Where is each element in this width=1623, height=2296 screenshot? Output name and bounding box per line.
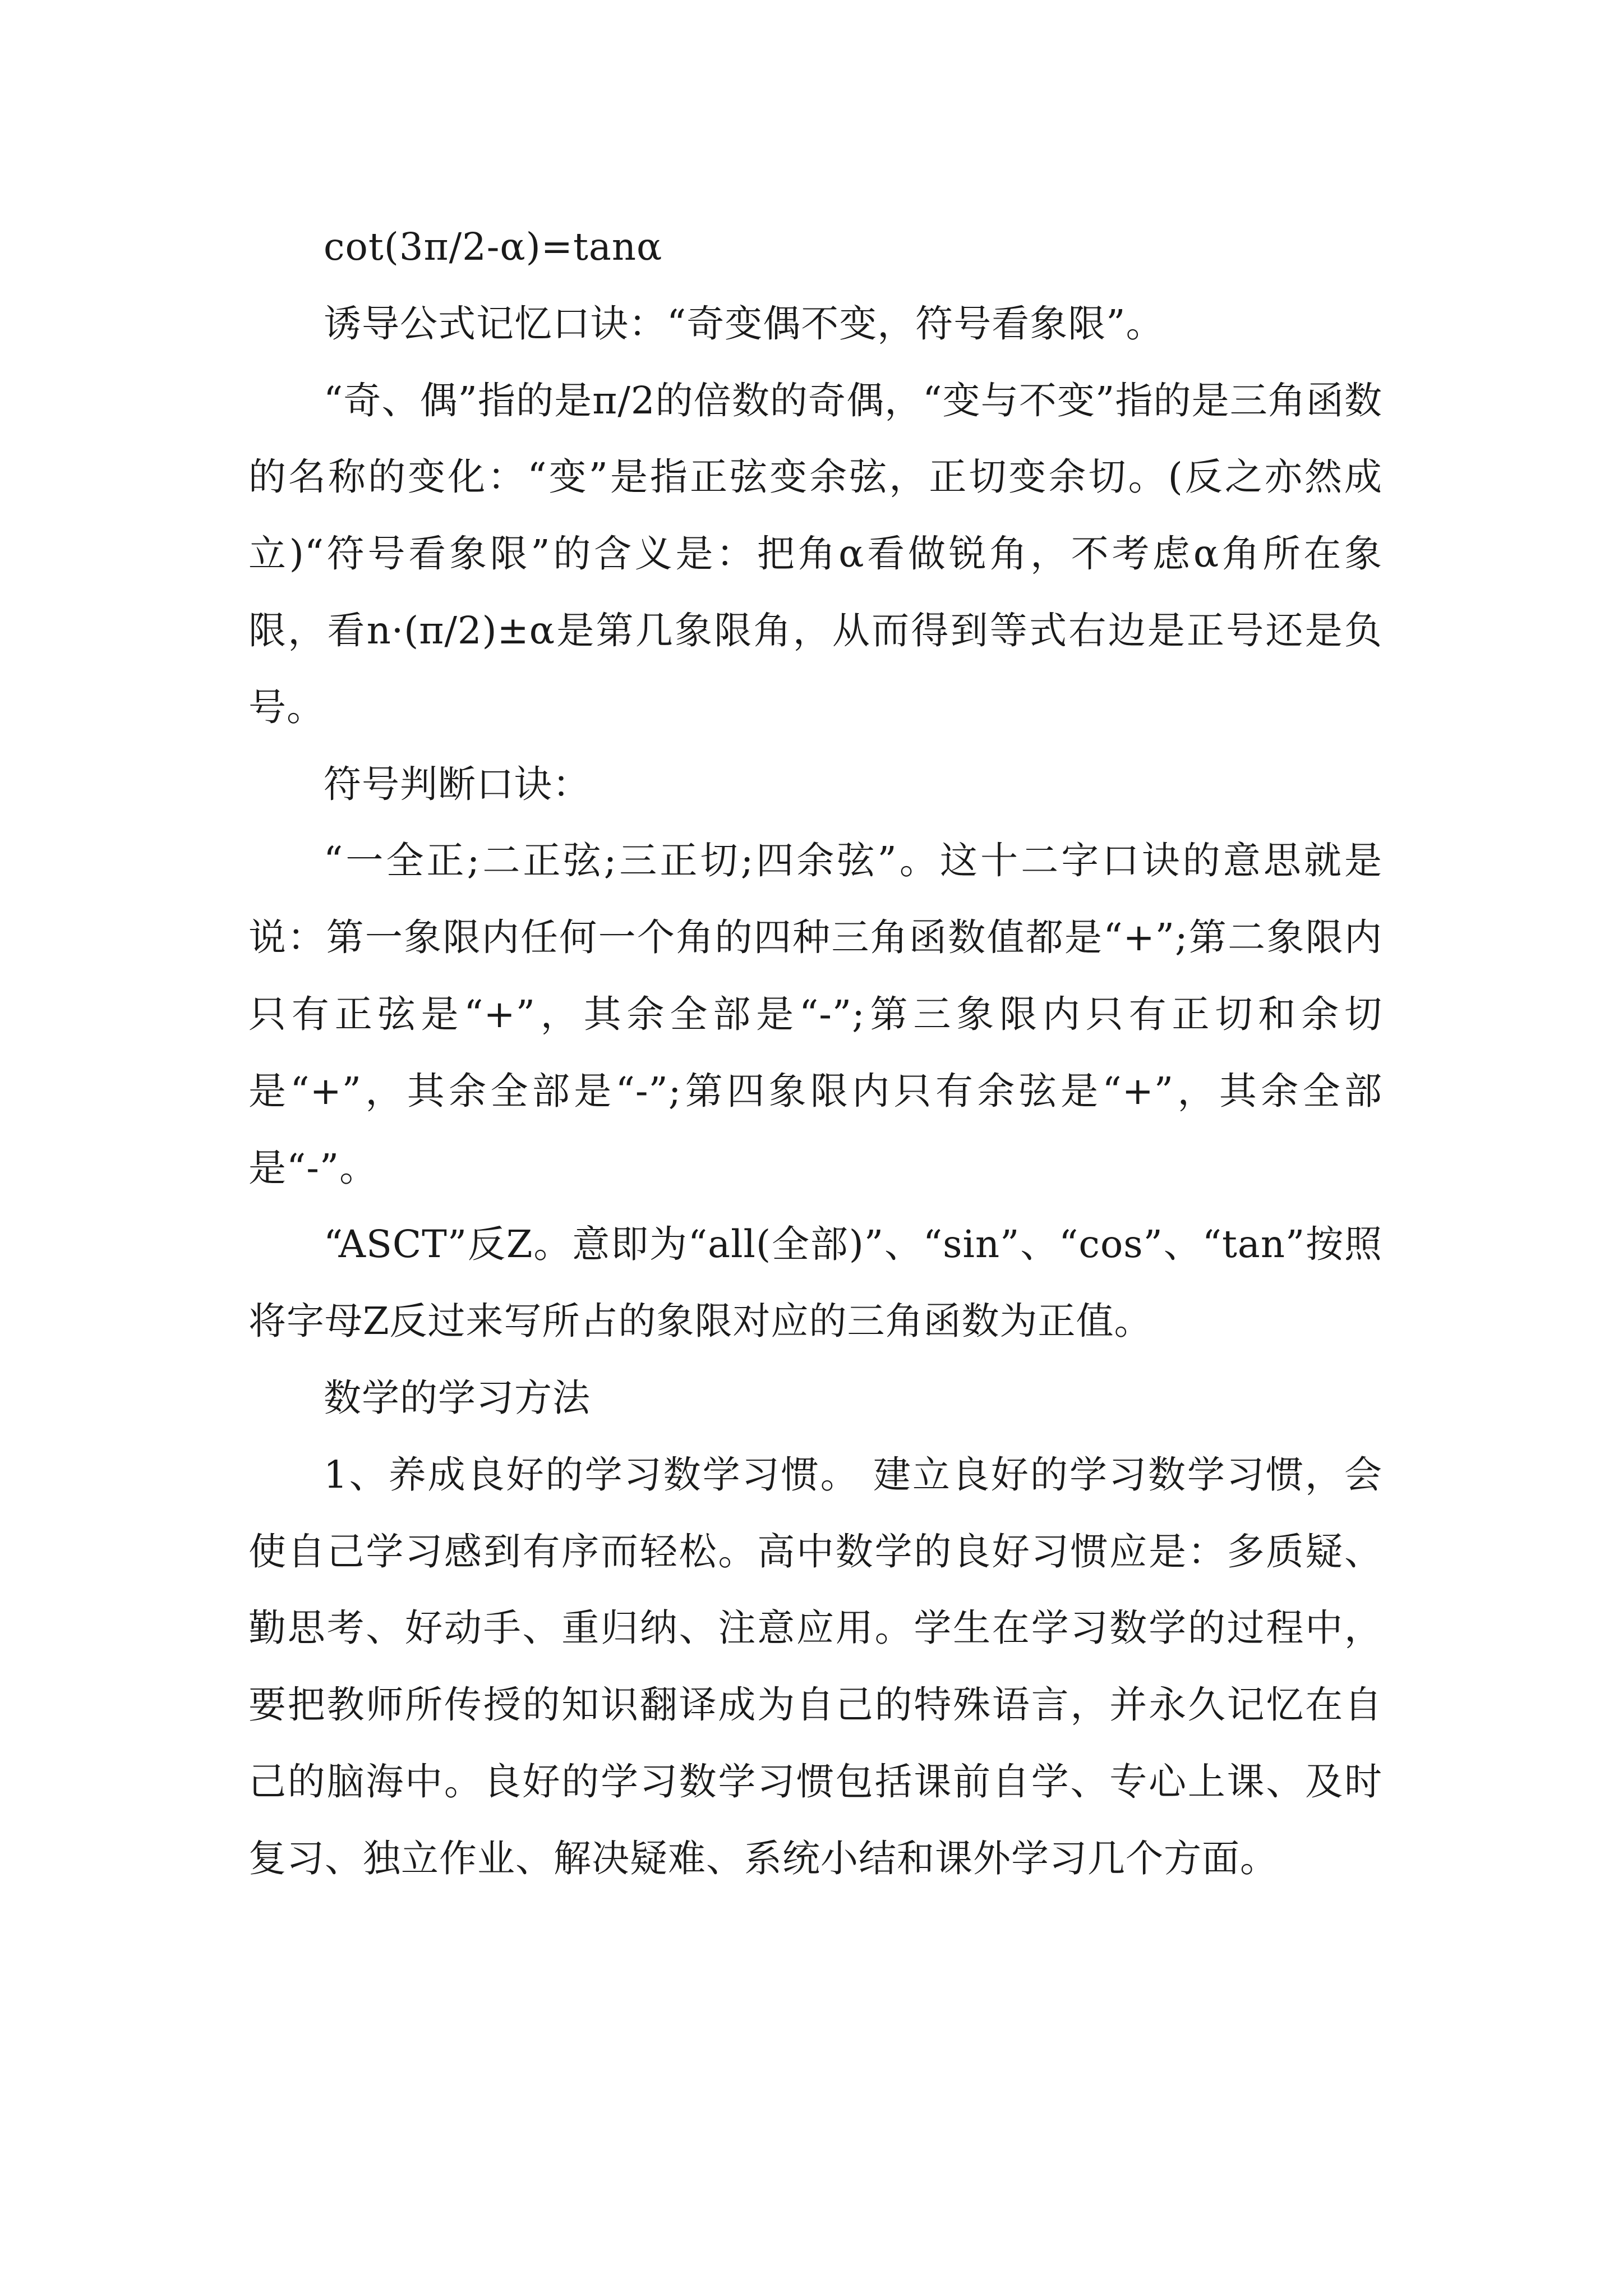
study-habit-paragraph: 1、养成良好的学习数学习惯。 建立良好的学习数学习惯，会使自己学习感到有序而轻松。高中数学的良好习惯应是：多质疑、勤思考、好动手、重归纳、注意应用。学生在学习数学的过程中，要把教师所传授的知识翻译成为自己的特殊语言，并永久记忆在自己的脑海中。良好的学习数学习惯包括课前自学、专心上课、及时复习、独立作业、解决疑难、系统小结和课外学习几个方面。 [248,1452,1382,1880]
section-heading: 数学的学习方法 [324,1375,591,1420]
formula-line: cot(3π/2-α)=tanα [324,225,663,269]
sign-rule-heading: 符号判断口诀： [324,762,591,806]
explanation-paragraph: “奇、偶”指的是π/2的倍数的奇偶，“变与不变”指的是三角函数的名称的变化：“变”是指正弦变余弦，正切变余切。(反之亦然成立)“符号看象限”的含义是：把角α看做锐角，不考虑α角所在象限，看n·(π/2)±α是第几象限角，从而得到等式右边是正号还是负号。 [248,378,1382,729]
document-body [248,209,1382,1897]
sign-rule-paragraph: “一全正;二正弦;三正切;四余弦”。这十二字口诀的意思就是说：第一象限内任何一个角的四种三角函数值都是“+”;第二象限内只有正弦是“+”，其余全部是“-”;第三象限内只有正切和余切是“+”，其余全部是“-”;第四象限内只有余弦是“+”，其余全部是“-”。 [248,839,1382,1190]
asct-paragraph: “ASCT”反Z。意即为“all(全部)”、“sin”、“cos”、“tan”按照将字母Z反过来写所占的象限对应的三角函数为正值。 [248,1222,1382,1343]
mnemonic-paragraph: 诱导公式记忆口诀：“奇变偶不变，符号看象限”。 [324,301,1164,346]
